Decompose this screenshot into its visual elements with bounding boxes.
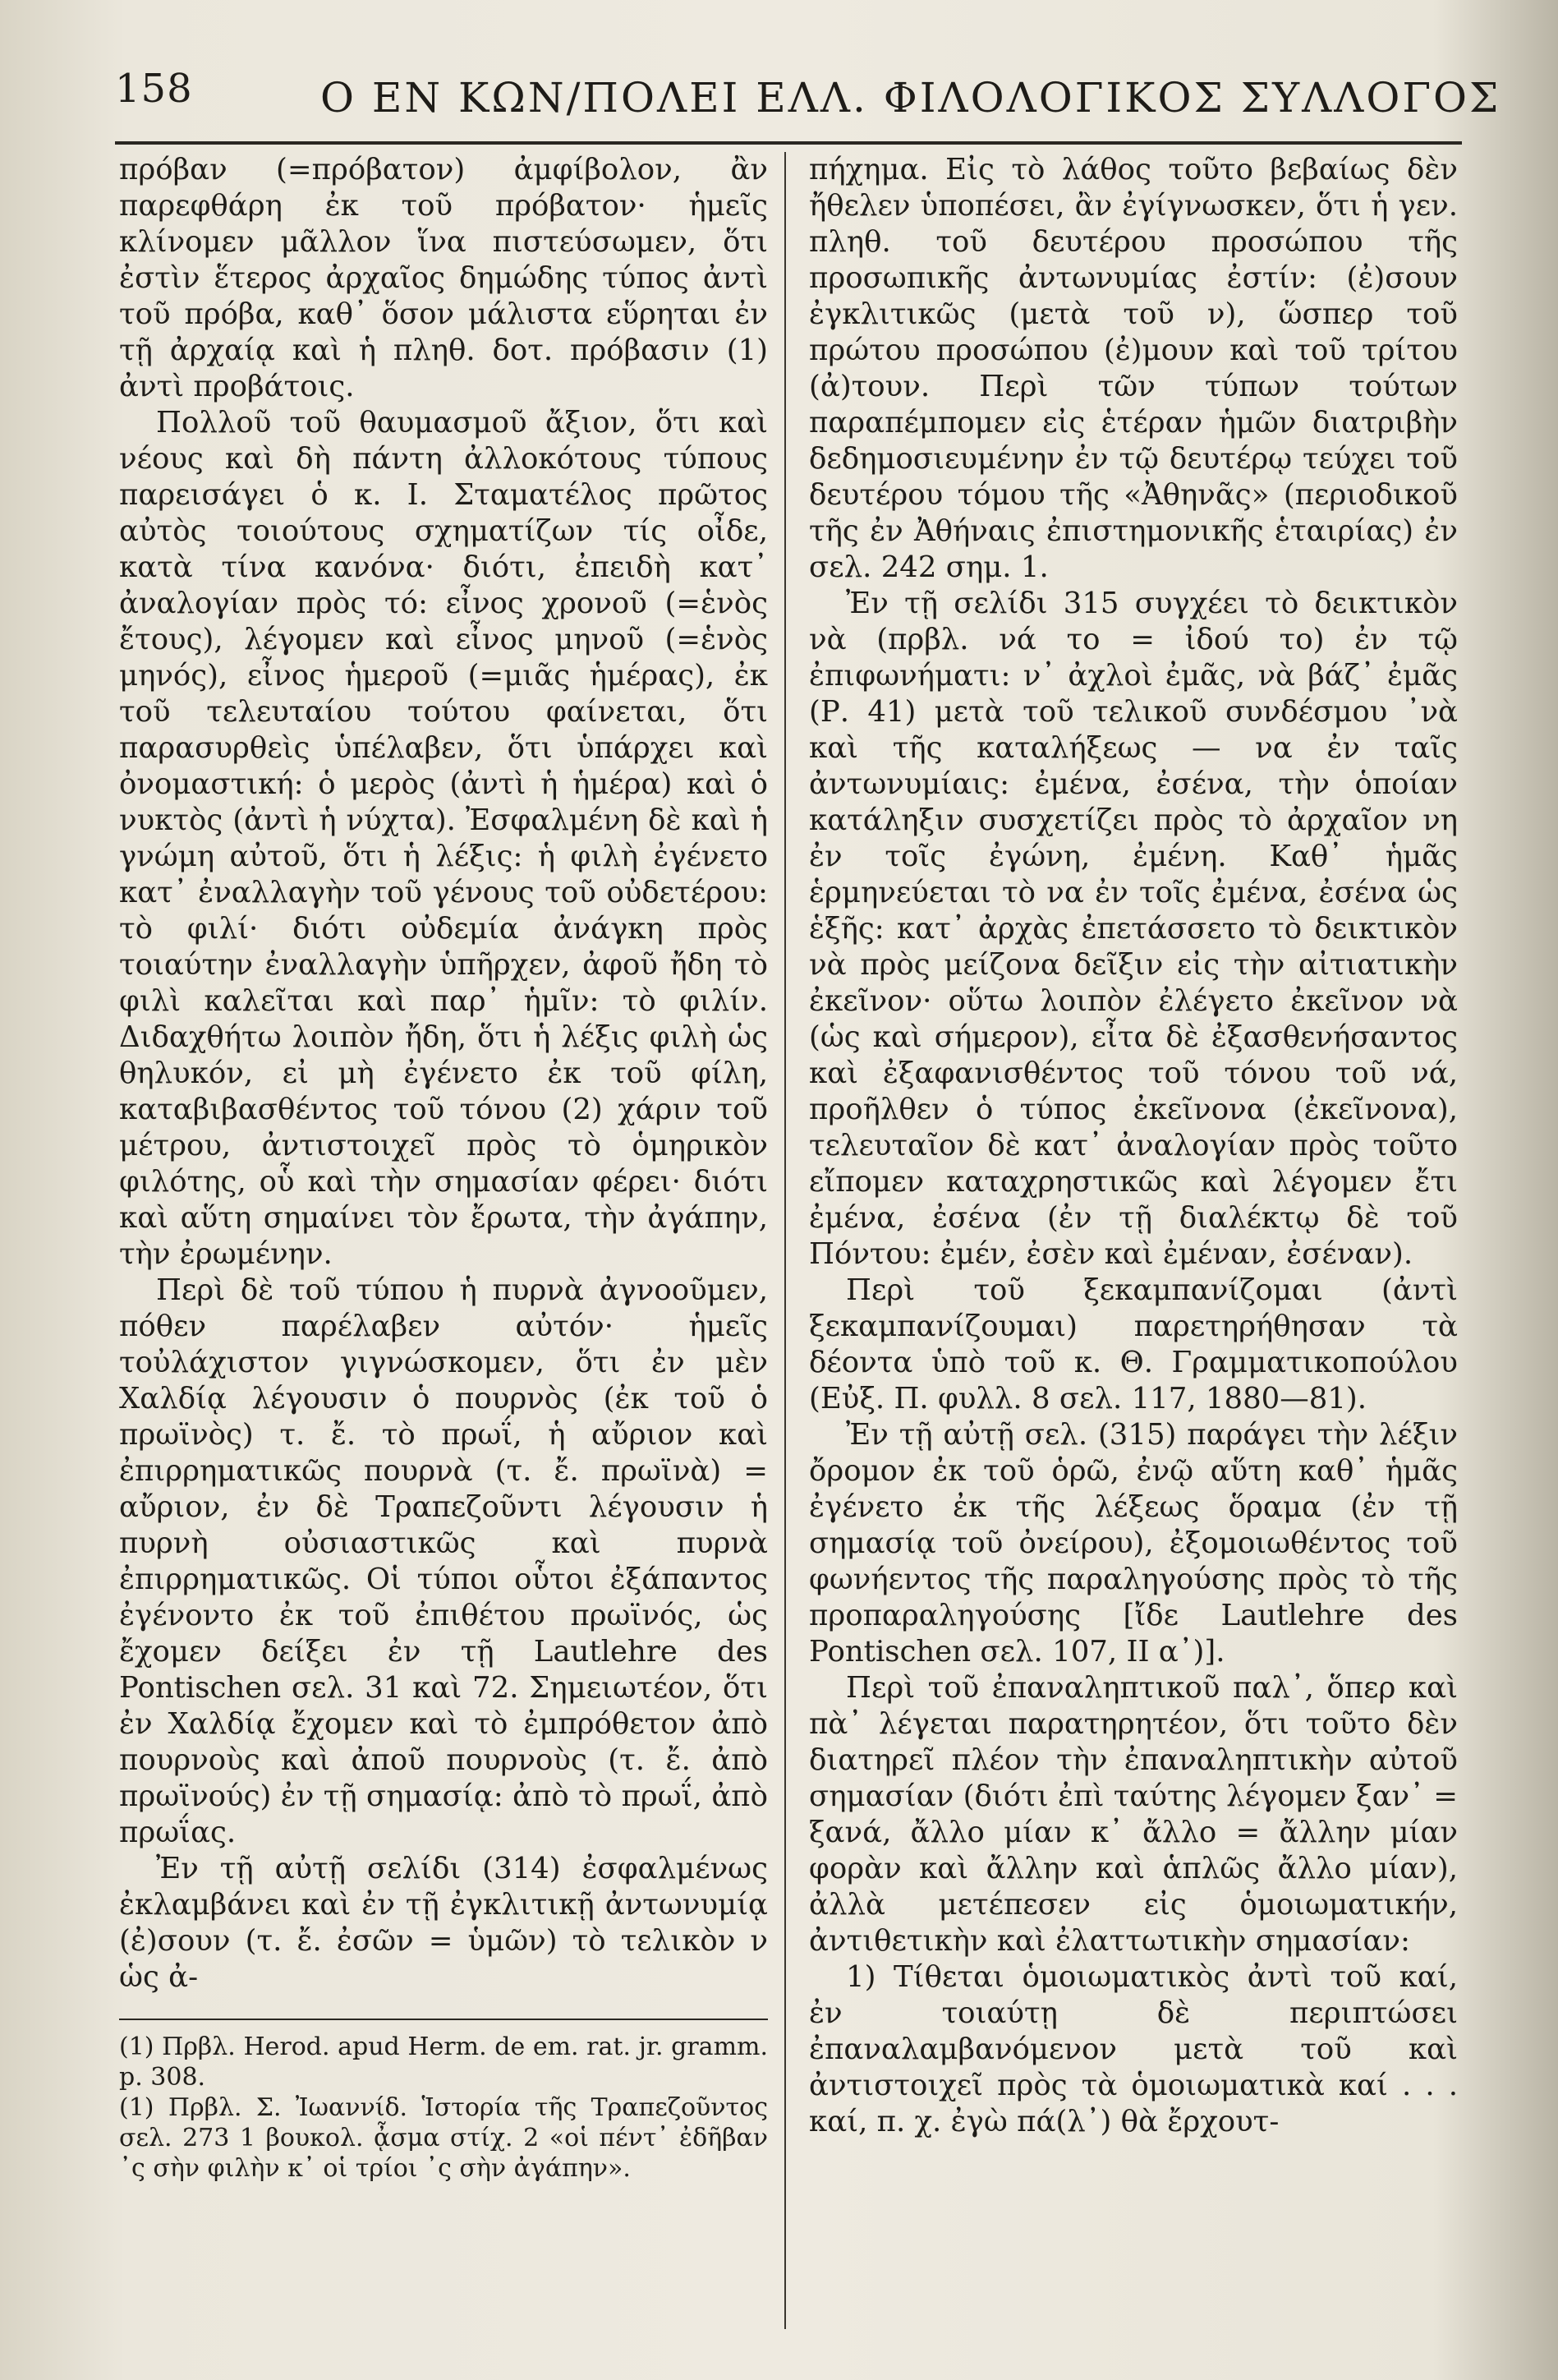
header-rule bbox=[115, 141, 1462, 145]
running-header bbox=[115, 49, 1501, 140]
paragraph: Πολλοῦ τοῦ θαυμασμοῦ ἄξιον, ὅτι καὶ νέους καὶ δὴ πάντη ἀλλοκότους τύπους παρεισάγει ὁ κ. Ι. Σταματέλος πρῶτος αὐτὸς τοιούτους σχηματίζων τίς οἶδε, κατὰ τίνα κανόνα· διότι, ἐπειδὴ κατ᾽ ἀναλογίαν πρὸς τό: εἶνος χρονοῦ (=ἑνὸς ἔτους), λέγομεν καὶ εἶνος μηνοῦ (=ἑνὸς μηνός), εἶνος ἡμεροῦ (=μιᾶς ἡμέρας), ἐκ τοῦ τελευταίου τούτου φαίνεται, ὅτι παρασυρθεὶς ὑπέλαβεν, ὅτι ὑπάρχει καὶ ὀνομαστική: ὁ μερὸς (ἀντὶ ἡ ἡμέρα) καὶ ὁ νυκτὸς (ἀντὶ ἡ νύχτα). Ἐσφαλμένη δὲ καὶ ἡ γνώμη αὐτοῦ, ὅτι ἡ λέξις: ἡ φιλὴ ἐγένετο κατ᾽ ἐναλλαγὴν τοῦ γένους τοῦ οὐδετέρου: τὸ φιλί· διότι οὐδεμία ἀνάγκη πρὸς τοιαύτην ἐναλλαγὴν ὑπῆρχεν, ἀφοῦ ἤδη τὸ φιλὶ καλεῖται καὶ παρ᾽ ἡμῖν: τὸ φιλίν. Διδαχθήτω λοιπὸν ἤδη, ὅτι ἡ λέξις φιλὴ ὡς θηλυκόν, εἰ μὴ ἐγένετο ἐκ τοῦ φίλη, καταβιβασθέντος τοῦ τόνου (2) χάριν τοῦ μέτρου, ἀντιστοιχεῖ πρὸς τὸ ὁμηρικὸν φιλότης, οὗ καὶ τὴν σημασίαν φέρει· διότι καὶ αὕτη σημαίνει τὸν ἔρωτα, τὴν ἀγάπην, τὴν ἐρωμένην. bbox=[119, 406, 768, 1271]
paragraph: 1) Τίθεται ὁμοιωματικὸς ἀντὶ τοῦ καί, ἐν τοιαύτῃ δὲ περιπτώσει ἐπαναλαμβανόμενον μετὰ τοῦ καὶ ἀντιστοιχεῖ πρὸς τὰ ὁμοιωματικὰ καί . . . καί, π. χ. ἐγὼ πά(λ᾽) θὰ ἔρχουτ- bbox=[809, 1960, 1458, 2138]
paragraph: Ἐν τῇ αὐτῇ σελ. (315) παράγει τὴν λέξιν ὄρομον ἐκ τοῦ ὁρῶ, ἐνῷ αὕτη καθ᾽ ἡμᾶς ἐγένετο ἐκ τῆς λέξεως ὅραμα (ἐν τῇ σημασίᾳ τοῦ ὀνείρου), ἐξομοιωθέντος τοῦ φωνήεντος τῆς παραληγούσης πρὸς τὸ τῆς προπαραληγούσης [ἴδε Lautlehre des Pontischen σελ. 107, II α᾽)]. bbox=[809, 1418, 1458, 1669]
paragraph: Περὶ δὲ τοῦ τύπου ἡ πυρνὰ ἀγνοοῦμεν, πόθεν παρέλαβεν αὐτόν· ἡμεῖς τοὐλάχιστον γιγνώσκομεν, ὅτι ἐν μὲν Χαλδίᾳ λέγουσιν ὁ πουρνὸς (ἐκ τοῦ ὁ πρωϊνὸς) τ. ἔ. τὸ πρωΐ, ἡ αὔριον καὶ ἐπιρρηματικῶς πουρνὰ (τ. ἔ. πρωϊνὰ) = αὔριον, ἐν δὲ Τραπεζοῦντι λέγουσιν ἡ πυρνὴ οὐσιαστικῶς καὶ πυρνὰ ἐπιρρηματικῶς. Οἱ τύποι οὗτοι ἐξάπαντος ἐγένοντο ἐκ τοῦ ἐπιθέτου πρωϊνός, ὡς ἔχομεν δείξει ἐν τῇ Lautlehre des Pontischen σελ. 31 καὶ 72. Σημειωτέον, ὅτι ἐν Χαλδίᾳ ἔχομεν καὶ τὸ ἐμπρόθετον ἀπὸ πουρνοὺς καὶ ἀποῦ πουρνοὺς (τ. ἔ. ἀπὸ πρωϊνούς) ἐν τῇ σημασίᾳ: ἀπὸ τὸ πρωΐ, ἀπὸ πρωΐας. bbox=[119, 1273, 768, 1849]
running-title: Ο ΕΝ ΚΩΝ/ΠΟΛΕΙ ΕΛΛ. ΦΙΛΟΛΟΓΙΚΟΣ ΣΥΛΛΟΓΟΣ bbox=[320, 74, 1501, 122]
left-column bbox=[119, 152, 768, 2296]
paragraph: Ἐν τῇ αὐτῇ σελίδι (314) ἐσφαλμένως ἐκλαμβάνει καὶ ἐν τῇ ἐγκλιτικῇ ἀντωνυμίᾳ (ἐ)σουν (τ. ἔ. ἐσῶν = ὑμῶν) τὸ τελικὸν ν ὡς ἀ- bbox=[119, 1852, 768, 1994]
column-divider bbox=[784, 152, 786, 2329]
paragraph: πήχημα. Εἰς τὸ λάθος τοῦτο βεβαίως δὲν ἤθελεν ὑποπέσει, ἂν ἐγίγνωσκεν, ὅτι ἡ γεν. πληθ. τοῦ δευτέρου προσώπου τῆς προσωπικῆς ἀντωνυμίας ἐστίν: (ἐ)σουν ἐγκλιτικῶς (μετὰ τοῦ ν), ὥσπερ τοῦ πρώτου προσώπου (ἐ)μουν καὶ τοῦ τρίτου (ἀ)τουν. Περὶ τῶν τύπων τούτων παραπέμπομεν εἰς ἑτέραν ἡμῶν διατριβὴν δεδημοσιευμένην ἐν τῷ δευτέρῳ τεύχει τοῦ δευτέρου τόμου τῆς «Ἀθηνᾶς» (περιοδικοῦ τῆς ἐν Ἀθήναις ἐπιστημονικῆς ἑταιρίας) ἐν σελ. 242 σημ. 1. bbox=[809, 153, 1458, 584]
paragraph: Περὶ τοῦ ξεκαμπανίζομαι (ἀντὶ ξεκαμπανίζουμαι) παρετηρήθησαν τὰ δέοντα ὑπὸ τοῦ κ. Θ. Γραμματικοπούλου (Εὐξ. Π. φυλλ. 8 σελ. 117, 1880—81). bbox=[809, 1273, 1458, 1416]
right-column bbox=[809, 152, 1458, 2329]
page-number: 158 bbox=[115, 66, 193, 112]
footnote: (1) Πρβλ. Herod. apud Herm. de em. rat. jr. gramm. p. 308. bbox=[119, 2032, 768, 2092]
footnote: (1) Πρβλ. Σ. Ἰωαννίδ. Ἱστορία τῆς Τραπεζοῦντος σελ. 273 1 βουκολ. ᾆσμα στίχ. 2 «οἱ πέντ᾽ ἐδῆβαν ᾽ς σὴν φιλὴν κ᾽ οἱ τρίοι ᾽ς σὴν ἀγάπην». bbox=[119, 2093, 768, 2183]
footnote-rule bbox=[119, 2019, 768, 2020]
paragraph: Ἐν τῇ σελίδι 315 συγχέει τὸ δεικτικὸν νὰ (πρβλ. νά το = ἰδού το) ἐν τῷ ἐπιφωνήματι: ν᾽ ἀχλοὶ ἐμᾶς, νὰ βάζ᾽ ἐμᾶς (Ρ. 41) μετὰ τοῦ τελικοῦ συνδέσμου ᾽νὰ καὶ τῆς καταλήξεως — να ἐν ταῖς ἀντωνυμίαις: ἐμένα, ἐσένα, τὴν ὁποίαν κατάληξιν συσχετίζει πρὸς τὸ ἀρχαῖον νη ἐν τοῖς ἐγώνη, ἐμένη. Καθ᾽ ἡμᾶς ἑρμηνεύεται τὸ να ἐν τοῖς ἐμένα, ἐσένα ὡς ἑξῆς: κατ᾽ ἀρχὰς ἐπετάσσετο τὸ δεικτικὸν νὰ πρὸς μείζονα δεῖξιν εἰς τὴν αἰτιατικὴν ἐκεῖνον· οὕτω λοιπὸν ἐλέγετο ἐκεῖνον νὰ (ὡς καὶ σήμερον), εἶτα δὲ ἐξασθενήσαντος καὶ ἐξαφανισθέντος τοῦ τόνου τοῦ νά, προῆλθεν ὁ τύπος ἐκεῖνονα (ἐκεῖνονα), τελευταῖον δὲ κατ᾽ ἀναλογίαν πρὸς τοῦτο εἴπομεν καταχρηστικῶς καὶ λέγομεν ἔτι ἐμένα, ἐσένα (ἐν τῇ διαλέκτῳ δὲ τοῦ Πόντου: ἐμέν, ἐσὲν καὶ ἐμέναν, ἐσέναν). bbox=[809, 587, 1458, 1271]
paragraph: πρόβαν (=πρόβατον) ἀμφίβολον, ἂν παρεφθάρη ἐκ τοῦ πρόβατον· ἡμεῖς κλίνομεν μᾶλλον ἵνα πιστεύσωμεν, ὅτι ἐστὶν ἕτερος ἀρχαῖος δημώδης τύπος ἀντὶ τοῦ πρόβα, καθ᾽ ὅσον μάλιστα εὕρηται ἐν τῇ ἀρχαίᾳ καὶ ἡ πληθ. δοτ. πρόβασιν (1) ἀντὶ προβάτοις. bbox=[119, 153, 768, 403]
paragraph: Περὶ τοῦ ἐπαναληπτικοῦ παλ᾽, ὅπερ καὶ πὰ᾽ λέγεται παρατηρητέον, ὅτι τοῦτο δὲν διατηρεῖ πλέον τὴν ἐπαναληπτικὴν αὐτοῦ σημασίαν (διότι ἐπὶ ταύτης λέγομεν ξαν᾽ = ξανά, ἄλλο μίαν κ᾽ ἄλλο = ἄλλην μίαν φορὰν καὶ ἄλλην καὶ ἁπλῶς ἄλλο μίαν), ἀλλὰ μετέπεσεν εἰς ὁμοιωματικήν, ἀντιθετικὴν καὶ ἐλαττωτικὴν σημασίαν: bbox=[809, 1671, 1458, 1958]
